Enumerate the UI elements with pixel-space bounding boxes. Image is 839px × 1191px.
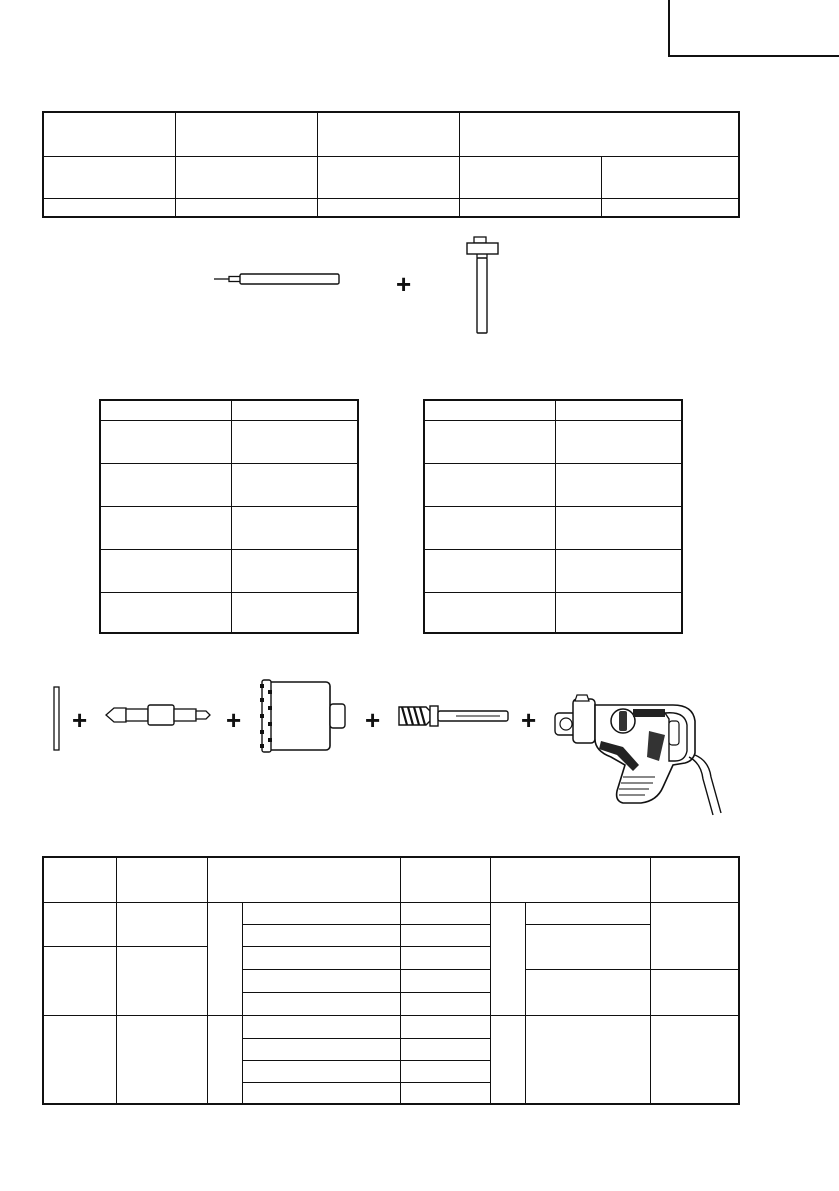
table-cell bbox=[491, 1015, 526, 1104]
table-cell bbox=[401, 1082, 491, 1104]
middle-left-table bbox=[99, 399, 359, 634]
table-cell bbox=[43, 857, 117, 902]
table-cell bbox=[602, 156, 740, 198]
table-cell bbox=[401, 1015, 491, 1038]
table-cell bbox=[100, 506, 232, 549]
table-cell bbox=[318, 198, 460, 217]
shank-adapter-icon bbox=[396, 701, 516, 731]
table-cell bbox=[232, 592, 359, 633]
plus-sign: + bbox=[365, 705, 381, 735]
table-cell bbox=[526, 969, 651, 1015]
table-cell bbox=[424, 463, 556, 506]
table-cell bbox=[318, 112, 460, 156]
table-cell bbox=[401, 992, 491, 1015]
table-cell bbox=[651, 902, 740, 969]
table-cell bbox=[100, 592, 232, 633]
table-cell bbox=[176, 198, 318, 217]
table-cell bbox=[460, 198, 602, 217]
table-cell bbox=[117, 857, 208, 902]
table-cell bbox=[556, 549, 683, 592]
plus-sign: + bbox=[521, 705, 537, 735]
table-cell bbox=[401, 1060, 491, 1082]
table-cell bbox=[243, 924, 401, 946]
page-tab-box bbox=[668, 0, 839, 57]
table-cell bbox=[43, 112, 176, 156]
table-cell bbox=[243, 1082, 401, 1104]
hammer-icon bbox=[463, 236, 503, 336]
table-cell bbox=[117, 1015, 208, 1104]
table-cell bbox=[43, 198, 176, 217]
table-cell bbox=[556, 463, 683, 506]
table-cell bbox=[556, 420, 683, 463]
table-cell bbox=[491, 857, 651, 902]
table-cell bbox=[100, 463, 232, 506]
table-cell bbox=[176, 112, 318, 156]
table-cell bbox=[526, 924, 651, 969]
table-cell bbox=[208, 902, 243, 1015]
table-cell bbox=[232, 506, 359, 549]
table-cell bbox=[100, 549, 232, 592]
table-cell bbox=[243, 992, 401, 1015]
table-cell bbox=[556, 592, 683, 633]
table-cell bbox=[424, 549, 556, 592]
table-cell bbox=[243, 902, 401, 924]
center-pin-icon bbox=[104, 702, 212, 728]
table-cell bbox=[424, 420, 556, 463]
table-cell bbox=[460, 156, 602, 198]
table-cell bbox=[176, 156, 318, 198]
table-cell bbox=[100, 400, 232, 420]
table-cell bbox=[401, 924, 491, 946]
table-cell bbox=[232, 420, 359, 463]
table-cell bbox=[526, 1015, 651, 1104]
table-cell bbox=[232, 549, 359, 592]
table-cell bbox=[43, 946, 117, 1015]
table-cell bbox=[424, 592, 556, 633]
table-cell bbox=[243, 1015, 401, 1038]
table-cell bbox=[401, 902, 491, 924]
table-cell bbox=[232, 463, 359, 506]
table-cell bbox=[526, 902, 651, 924]
table-cell bbox=[243, 1060, 401, 1082]
table-cell bbox=[401, 969, 491, 992]
table-cell bbox=[318, 156, 460, 198]
core-bit-icon bbox=[258, 678, 353, 754]
plus-sign: + bbox=[226, 705, 242, 735]
table-cell bbox=[401, 946, 491, 969]
table-cell bbox=[43, 1015, 117, 1104]
table-cell bbox=[401, 857, 491, 902]
plus-sign: + bbox=[396, 269, 412, 299]
table-cell bbox=[208, 1015, 243, 1104]
top-spec-table bbox=[42, 111, 740, 218]
table-cell bbox=[556, 506, 683, 549]
table-cell bbox=[651, 1015, 740, 1104]
table-cell bbox=[401, 1038, 491, 1060]
table-cell bbox=[208, 857, 401, 902]
table-cell bbox=[651, 857, 740, 902]
table-cell bbox=[243, 946, 401, 969]
table-cell bbox=[43, 902, 117, 946]
table-cell bbox=[232, 400, 359, 420]
bit-icon bbox=[212, 270, 342, 290]
table-cell bbox=[460, 112, 740, 156]
table-cell bbox=[491, 902, 526, 1015]
table-cell bbox=[424, 506, 556, 549]
table-cell bbox=[556, 400, 683, 420]
bottom-spec-table bbox=[42, 856, 740, 1105]
table-cell bbox=[651, 969, 740, 1015]
table-cell bbox=[243, 1038, 401, 1060]
rotary-hammer-icon bbox=[553, 691, 723, 817]
middle-right-table bbox=[423, 399, 683, 634]
table-cell bbox=[100, 420, 232, 463]
table-cell bbox=[43, 156, 176, 198]
table-cell bbox=[117, 902, 208, 946]
table-cell bbox=[243, 969, 401, 992]
table-cell bbox=[602, 198, 740, 217]
rod-icon bbox=[52, 686, 62, 752]
plus-sign: + bbox=[72, 705, 88, 735]
table-cell bbox=[117, 946, 208, 1015]
table-cell bbox=[424, 400, 556, 420]
